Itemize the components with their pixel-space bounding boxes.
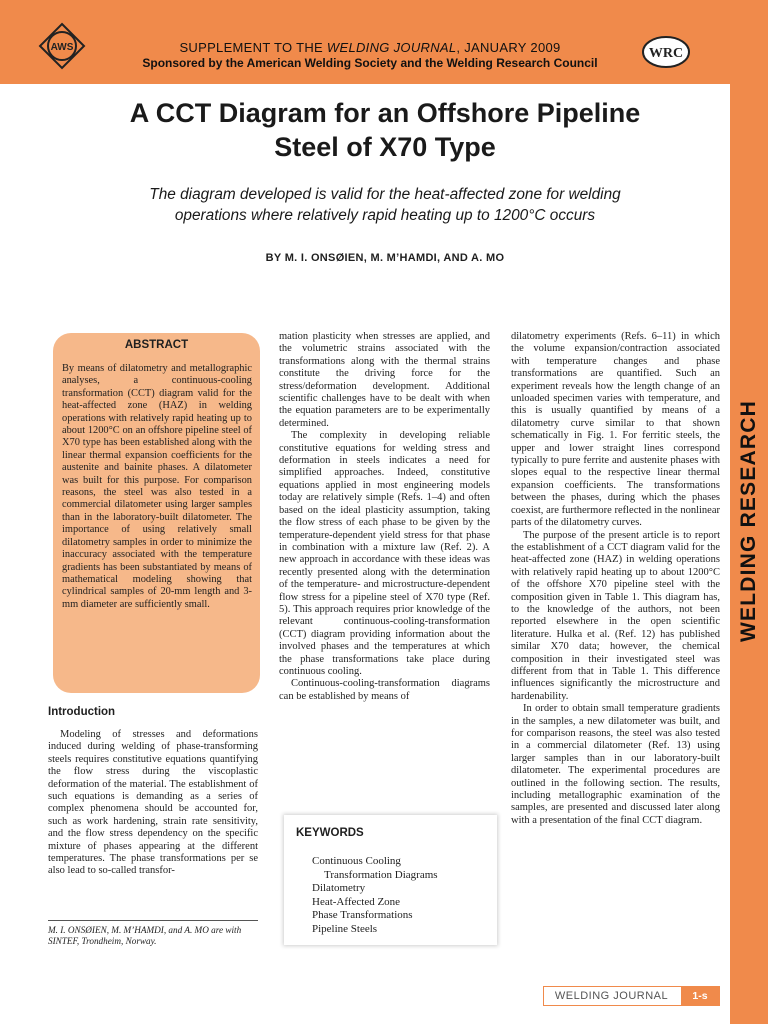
aws-logo [38,22,86,70]
subtitle-line-1: The diagram developed is valid for the heat-affected zone for welding [149,186,621,203]
abstract-text: By means of dilatometry and metallographic analyses, a continuous-cooling transformation (CCT) diagram valid for the heat-affected zone (HAZ) in welding operations with relatively rapid heating up to about 1200°C on an offshore pipeline steel of X70 type has been established along with the linear thermal expansion coefficients for the austenite and bainite phases. A dilatometer was built for this purpose. For comparison reasons, the steel was also tested in a commercial dilatometer using larger samples than in the laboratory-built dilatometer. The importance of using relatively small dilatometry samples in order to minimize the inaccuracy associated with the temperature gradients has been substantiated by means of mathematical modeling showing that cylindrical samples of 20-mm length and 3-mm diameter are sufficiently small. [62,363,252,610]
introduction-heading: Introduction [48,706,116,718]
article-subtitle [60,184,710,226]
subtitle-line-2: operations where relatively rapid heating up to 1200°C occurs [174,207,596,224]
col3-paragraph-2: The purpose of the present article is to report the establishment of a CCT diagram valid for the heat-affected zone (HAZ) in welding operations with relatively rapid heating up to about 1200°C of the offshore X70 pipeline steel with the composition given in Table 1. This diagram has, to the knowledge of the authors, not been reported elsewhere in the open scientific literature. Hulka et al. (Ref. 12) has published similar X70 data; however, the chemical composition in their investigated steel was different from that in Table 1. This difference influences significantly the microstructure and hardenability. [511,529,720,702]
page-number: 1-s [681,987,719,1005]
keyword-item: Continuous Cooling [312,855,401,867]
aws-logo-text: AWS [50,42,74,53]
abstract-box [53,333,260,693]
author-footnote: M. I. ONSØIEN, M. M’HAMDI, and A. MO are with SINTEF, Trondheim, Norway. [48,925,242,946]
sidebar-label [730,378,768,663]
article-title [40,96,730,164]
keywords-list [312,855,438,937]
footer-journal: WELDING JOURNAL [554,990,669,1002]
col2-paragraph-1: mation plasticity when stresses are applied, and the volumetric strains associated with the transformations along with the thermal strains constitute the driving force for the stress/deformation development. Additional scientific challenges have to be dealt with when the equation parameters are to be experimentally determined. [279,331,490,429]
journal-name: WELDING JOURNAL [326,40,457,55]
supplement-suffix: , JANUARY 2009 [456,40,561,55]
keyword-item: Transformation Diagrams [324,868,438,881]
keyword-item: Pipeline Steels [312,922,378,935]
abstract-heading: ABSTRACT [124,339,189,351]
keyword-item: Dilatometry [312,882,366,895]
section-label: WELDING RESEARCH [737,399,760,642]
byline: BY M. I. ONSØIEN, M. M’HAMDI, AND A. MO [265,252,505,264]
title-line-1: A CCT Diagram for an Offshore Pipeline [129,98,641,128]
intro-paragraph: Modeling of stresses and deformations induced during welding of phase-transforming steels requires constitutive equations quantifying the flow stress during the viscoplastic deformation of the material. The establishment of such equations is demanding as a series of complex phenomena should be accounted for, such as work hardening, strain rate sensitivity, and the flow stress dependency on the specific mixture of phases appearing at the different temperatures. The phase transformations per se also lead to so-called transfor- [48,729,258,877]
keyword-item: Heat-Affected Zone [312,895,401,908]
keywords-heading: KEYWORDS [296,827,364,839]
title-line-2: Steel of X70 Type [274,132,496,162]
sponsor-line: Sponsored by the American Welding Society and the Welding Research Council [142,56,598,70]
column-1 [48,729,258,878]
keyword-item: Phase Transformations [312,909,413,922]
keywords-box [284,815,497,945]
col3-paragraph-3: In order to obtain small temperature gradients in the samples, a new dilatometer was built, and for comparison reasons, the steel was also tested in a commercial dilatometer (Ref. 13) using larger samples than in our laboratory-built dilatometer. The experimental procedures are outlined in the following section. The results, including metallographic examination of the samples, are presented and discussed later along with a presentation of the final CCT diagram. [511,703,720,826]
footnote-divider [48,920,258,921]
column-2 [279,331,490,703]
wrc-logo-text: WRC [648,46,684,61]
page-footer [543,986,720,1006]
col2-paragraph-2: The complexity in developing reliable constitutive equations for welding stress and deformation in steels indicates a need for simplified approaches. Indeed, constitutive equations applied in most engineering models today are relatively simple (Refs. 1–4) and often based on the ideal plasticity assumption, taking the flow stress of each phase to be given by the temperature-dependent yield stress for that phase in combination with a mixture law (Ref. 2). A new approach in accordance with these ideas was recently presented along with the determination of the temperature- and microstructure-dependent flow stress for a pipeline steel of X70 type (Ref. 5). This approach requires prior knowledge of the relevant continuous-cooling-transformation (CCT) diagram providing information about the involved phases and the temperatures at which the phase transformations take place during continuous cooling. [279,430,490,677]
supplement-line [100,40,640,55]
col3-paragraph-1: dilatometry experiments (Refs. 6–11) in which the volume expansion/contraction associated with temperature changes and phase transformations are quantified. Such an experiment reveals how the length change of an unloaded specimen varies with temperature, and this is usually quantified by means of a dilatometry curve similar to that shown schematically in Fig. 1. For ferritic steels, the upper and lower straight lines correspond typically to pure ferrite and austenite phases with slopes equal to the respective linear thermal expansion coefficients. The transformations between the phases, during which the phases coexist, are furthermore reflected in the nonlinear parts of the dilatometry curves. [511,331,720,529]
wrc-logo [641,35,691,69]
column-3 [511,331,720,827]
supplement-prefix: SUPPLEMENT TO THE [179,40,327,55]
col2-paragraph-3: Continuous-cooling-transformation diagrams can be established by means of [279,678,490,702]
